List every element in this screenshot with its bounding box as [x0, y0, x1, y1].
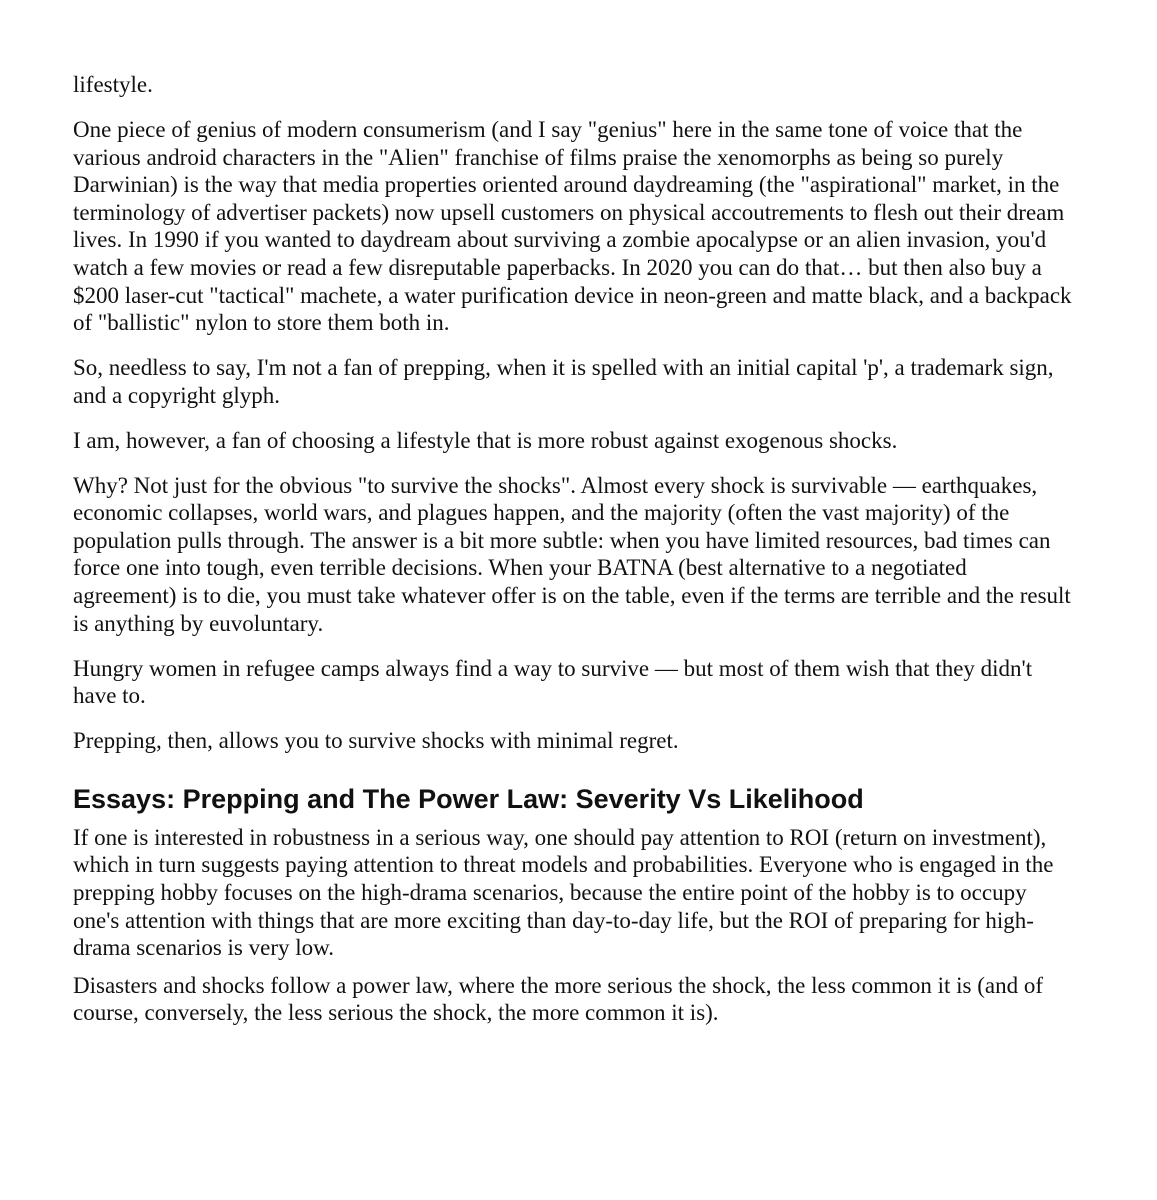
paragraph-refugee-camps: Hungry women in refugee camps always find a way to survive — but most of them wish that they didn't have to.: [73, 655, 1033, 709]
paragraph-consumerism: One piece of genius of modern consumerism (and I say "genius" here in the same tone of voice that the various android characters in the "Alien" franchise of films praise the xenomorphs as being so purely Darwinian) is the way that media properties oriented around daydreaming (the "aspirational" market, in the terminology of advertiser packets) now upsell customers on physical accoutrements to flesh out their dream lives. In 1990 if you wanted to daydream about surviving a zombie apocalypse or an alien invasion, you'd watch a few movies or read a few disreputable paperbacks. In 2020 you can do that… but then also buy a $200 laser-cut "tactical" machete, a water purification device in neon-green and matte black, and a backpack of "ballistic" nylon to store them both in.: [73, 116, 1072, 336]
paragraph-robust-lifestyle: I am, however, a fan of choosing a lifestyle that is more robust against exogenous shocks.: [73, 427, 898, 453]
paragraph-lifestyle: lifestyle.: [73, 72, 153, 97]
paragraph-power-law: Disasters and shocks follow a power law, where the more serious the shock, the less common it is (and of course, conversely, the less serious the shock, the more common it is).: [73, 972, 1044, 1026]
section-heading: Essays: Prepping and The Power Law: Severity Vs Likelihood: [73, 783, 864, 814]
paragraph-roi: If one is interested in robustness in a serious way, one should pay attention to ROI (return on investment), which in turn suggests paying attention to threat models and probabilities. Everyone who is engaged in the prepping hobby focuses on the high-drama scenarios, because the entire point of the hobby is to occupy one's attention with things that are more exciting than day-to-day life, but the ROI of preparing for high-drama scenarios is very low.: [73, 824, 1054, 961]
paragraph-why: Why? Not just for the obvious "to survive the shocks". Almost every shock is survivable — earthquakes, economic collapses, world wars, and plagues happen, and the majority (often the vast majority) of the population pulls through. The answer is a bit more subtle: when you have limited resources, bad times can force one into tough, even terrible decisions. When your BATNA (best alternative to a negotiated agreement) is to die, you must take whatever offer is on the table, even if the terms are terrible and the result is anything by euvoluntary.: [73, 472, 1071, 636]
paragraph-minimal-regret: Prepping, then, allows you to survive shocks with minimal regret.: [73, 728, 679, 754]
paragraph-not-a-fan: So, needless to say, I'm not a fan of prepping, when it is spelled with an initial capital 'p', a trademark sign, and a copyright glyph.: [73, 355, 1054, 408]
document-page: [73, 71, 1073, 1044]
